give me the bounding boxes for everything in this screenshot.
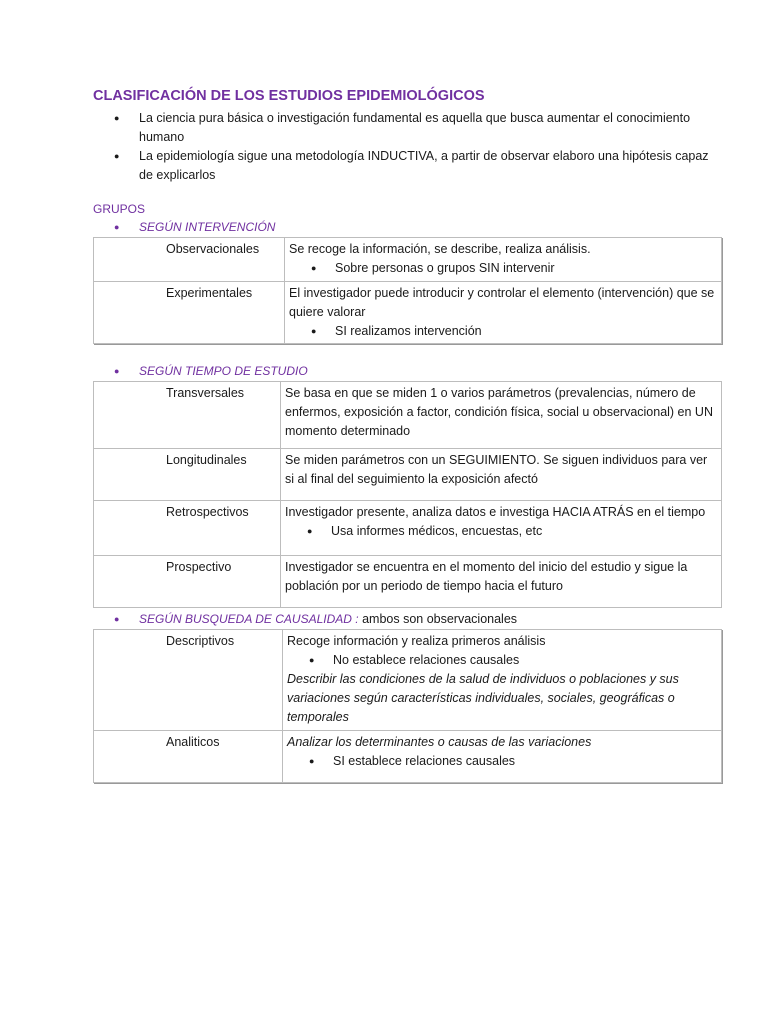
row-bullet: ● Sobre personas o grupos SIN intervenir — [289, 259, 718, 278]
table-tiempo — [93, 381, 722, 608]
row-bullet: ● Usa informes médicos, encuestas, etc — [285, 522, 718, 541]
table-row — [94, 731, 722, 783]
row-bullet: ● SI realizamos intervención — [289, 322, 718, 341]
row-label: Prospectivo — [94, 556, 281, 608]
table-row — [94, 282, 722, 344]
intro-list — [93, 109, 723, 185]
row-content: Investigador presente, analiza datos e investiga HACIA ATRÁS en el tiempo ● Usa informes médicos, encuestas, etc — [281, 501, 722, 556]
table-row — [94, 382, 722, 449]
row-label: Experimentales — [94, 282, 285, 344]
row-content: El investigador puede introducir y controlar el elemento (intervención) que se quiere valorar ● SI realizamos intervención — [285, 282, 722, 344]
table-causalidad — [93, 629, 722, 783]
table-row — [94, 501, 722, 556]
section-heading-tiempo: ● SEGÚN TIEMPO DE ESTUDIO — [93, 362, 723, 381]
row-italic-note: Describir las condiciones de la salud de individuos o poblaciones y sus variaciones según características individuales, sociales, geográficas o temporales — [287, 672, 679, 724]
row-label: Analiticos — [94, 731, 283, 783]
row-label: Descriptivos — [94, 630, 283, 731]
table-intervencion — [93, 237, 722, 344]
document-page — [93, 88, 723, 783]
table-row — [94, 630, 722, 731]
row-content: Recoge información y realiza primeros análisis ● No establece relaciones causales Describir las condiciones de la salud de individuos o poblaciones y sus variaciones según características individuales, sociales, geográficas o temporales — [283, 630, 722, 731]
section-heading-intervencion: ● SEGÚN INTERVENCIÓN — [93, 218, 723, 237]
table-row — [94, 556, 722, 608]
row-content: Investigador se encuentra en el momento del inicio del estudio y sigue la población por un periodo de tiempo hacia el futuro — [281, 556, 722, 608]
section-heading-causalidad: ● SEGÚN BUSQUEDA DE CAUSALIDAD : ambos son observacionales — [93, 610, 723, 629]
row-label: Retrospectivos — [94, 501, 281, 556]
row-content: Se recoge la información, se describe, realiza análisis. ● Sobre personas o grupos SIN intervenir — [285, 238, 722, 282]
groups-heading: GRUPOS — [93, 202, 146, 216]
row-bullet: ● No establece relaciones causales — [287, 651, 718, 670]
row-label: Transversales — [94, 382, 281, 449]
table-row — [94, 449, 722, 501]
row-content: Se miden parámetros con un SEGUIMIENTO. Se siguen individuos para ver si al final del seguimiento la exposición afectó — [281, 449, 722, 501]
row-label: Longitudinales — [94, 449, 281, 501]
intro-item: ● La ciencia pura básica o investigación fundamental es aquella que busca aumentar el conocimiento humano — [93, 109, 723, 147]
section-note: ambos son observacionales — [358, 612, 518, 626]
row-label: Observacionales — [94, 238, 285, 282]
row-content: Se basa en que se miden 1 o varios parámetros (prevalencias, número de enfermos, exposición a factor, condición física, social u observacional) en UN momento determinado — [281, 382, 722, 449]
page-title: CLASIFICACIÓN DE LOS ESTUDIOS EPIDEMIOLÓGICOS — [93, 88, 485, 104]
table-row — [94, 238, 722, 282]
row-content: Analizar los determinantes o causas de las variaciones ● SI establece relaciones causales — [283, 731, 722, 783]
intro-item: ● La epidemiología sigue una metodología INDUCTIVA, a partir de observar elaboro una hipótesis capaz de explicarlos — [93, 147, 723, 185]
row-bullet: ● SI establece relaciones causales — [287, 752, 718, 771]
